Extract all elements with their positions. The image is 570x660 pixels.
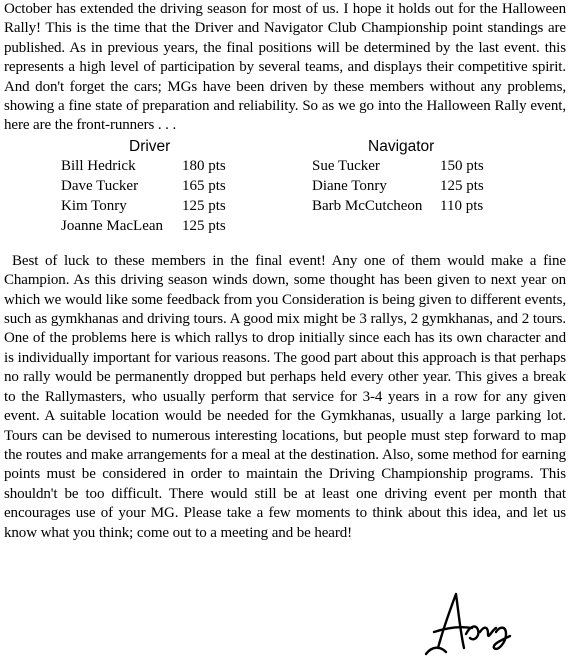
navigator-points: 125 pts bbox=[440, 177, 484, 194]
driver-name: Dave Tucker bbox=[61, 177, 139, 194]
driver-name: Joanne MacLean bbox=[61, 217, 164, 234]
driver-points: 165 pts bbox=[182, 177, 226, 194]
handwritten-signature bbox=[420, 588, 520, 658]
navigator-name: Sue Tucker bbox=[312, 157, 380, 174]
standings-table bbox=[4, 136, 566, 246]
body-paragraph: Best of luck to these members in the final event! Any one of them would make a fine Champion. As this driving season winds down, some thought has been given to next year on which we would like some feedback from you Consideration is being given to different events, such as gymkhanas and driving tours. A good mix might be 3 rallys, 2 gymkhanas, and 2 tours. One of the problems here is which rallys to drop initially since each has its own character and is individually important for various reasons. The good part about this approach is that perhaps no rally would be permanently dropped but perhaps held every other year. This gives a break to the Rallymasters, who usually perform that service for 3-4 years in a row for any given event. A suitable location would be needed for the Gymkhanas, usually a large parking lot. Tours can be devised to numerous interesting locations, but people must step forward to map the routes and make arrangements for a meal at the destination. Also, some method for earning points must be considered in order to maintain the Driving Championship programs. This shouldn't be too difficult. There would still be at least one driving event per month that encourages use of your MG. Please take a few moments to think about this idea, and let us know what you think; come out to a meeting and be heard! bbox=[4, 252, 566, 541]
driver-points: 125 pts bbox=[182, 197, 226, 214]
navigator-heading: Navigator bbox=[368, 137, 435, 155]
driver-name: Bill Hedrick bbox=[61, 157, 136, 174]
driver-points: 180 pts bbox=[182, 157, 226, 174]
navigator-points: 150 pts bbox=[440, 157, 484, 174]
driver-name: Kim Tonry bbox=[61, 197, 127, 214]
navigator-name: Barb McCutcheon bbox=[312, 197, 423, 214]
driver-points: 125 pts bbox=[182, 217, 226, 234]
navigator-name: Diane Tonry bbox=[312, 177, 387, 194]
driver-heading: Driver bbox=[129, 137, 171, 155]
document-page bbox=[4, 0, 566, 543]
intro-paragraph: October has extended the driving season for most of us. I hope it holds out for the Halloween Rally! This is the time that the Driver and Navigator Club Championship point standings are published. As in previous years, the final positions will be determined by the last event. this represents a high level of participation by several teams, and displays their competitive spirit. And don't forget the cars; MGs have been driven by these members without any problems, showing a fine state of preparation and reliability. So as we go into the Halloween Rally event, here are the front-runners . . . bbox=[4, 1, 566, 134]
navigator-points: 110 pts bbox=[440, 197, 484, 214]
